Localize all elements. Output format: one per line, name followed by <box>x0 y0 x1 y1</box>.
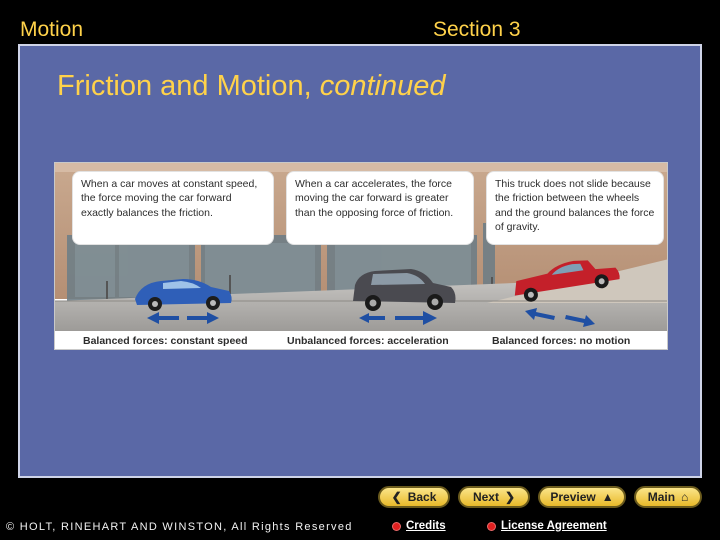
callout-no-motion: This truck does not slide because the friction between the wheels and the ground balances the force of gravity. <box>487 172 663 244</box>
section-label: Section 3 <box>433 18 521 41</box>
main-button[interactable] <box>634 486 702 508</box>
preview-label: Preview <box>550 490 596 504</box>
license-agreement-link[interactable] <box>487 520 607 532</box>
back-label: Back <box>407 490 437 504</box>
chevron-left-icon: ❮ <box>391 490 402 504</box>
caption-row <box>55 331 668 350</box>
callout-constant-speed: When a car moves at constant speed, the force moving the car forward exactly balances the friction. <box>73 172 273 244</box>
callout-acceleration: When a car accelerates, the force moving the car forward is greater than the opposing force of friction. <box>287 172 473 244</box>
back-button[interactable] <box>378 486 450 508</box>
credits-label: Credits <box>406 520 446 532</box>
copyright-notice: © HOLT, RINEHART AND WINSTON, All Rights Reserved <box>6 521 353 533</box>
credits-link[interactable] <box>392 520 446 532</box>
next-label: Next <box>472 490 499 504</box>
red-dot-icon <box>487 522 496 531</box>
preview-button[interactable] <box>538 486 626 508</box>
up-arrow-icon: ▲ <box>601 490 614 504</box>
main-label: Main <box>647 490 676 504</box>
slide-title <box>57 70 446 103</box>
slide-title-italic: continued <box>319 70 446 102</box>
slide-panel <box>18 44 702 478</box>
chapter-label: Motion <box>20 18 84 41</box>
caption-acceleration: Unbalanced forces: acceleration <box>287 335 449 347</box>
caption-constant-speed: Balanced forces: constant speed <box>83 335 248 347</box>
chevron-right-icon: ❯ <box>504 490 516 504</box>
friction-figure <box>54 162 668 350</box>
slide-title-main: Friction and Motion, <box>57 70 320 102</box>
red-dot-icon <box>392 522 401 531</box>
next-button[interactable] <box>458 486 530 508</box>
caption-no-motion: Balanced forces: no motion <box>492 335 631 347</box>
home-icon: ⌂ <box>681 490 689 504</box>
license-label: License Agreement <box>501 520 607 532</box>
